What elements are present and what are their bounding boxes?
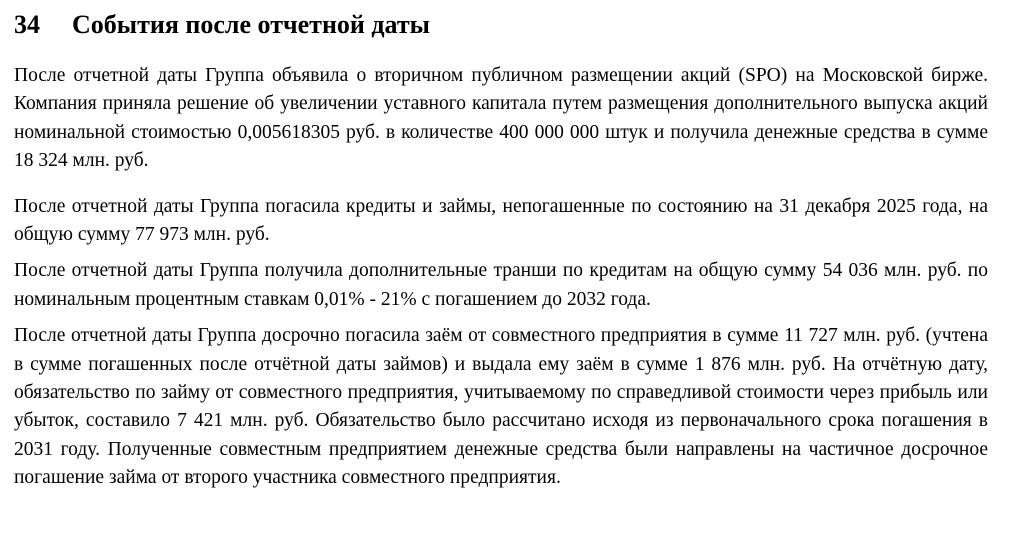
paragraph-loans-repaid: После отчетной даты Группа погасила кредиты и займы, непогашенные по состоянию на 31 декабря 2025 года, на общую сумму 77 973 млн. руб. xyxy=(14,195,988,246)
section-number: 34 xyxy=(14,10,40,39)
paragraph-new-tranches: После отчетной даты Группа получила дополнительные транши по кредитам на общую сумму 54 036 млн. руб. по номинальным процентным ставкам 0,01% - 21% с погашением до 2032 года. xyxy=(14,260,988,310)
section-title: События после отчетной даты xyxy=(72,10,430,39)
paragraph-joint-venture-loan: После отчетной даты Группа досрочно погасила заём от совместного предприятия в сумме 11 727 млн. руб. (учтена в сумме погашенных после отчётной даты займов) и выдала ему заём в сумме 1 876 млн. руб. На отчётную дату, обязательство по займу от совместного предприятия, учитываемому по справедливой стоимости через прибыль или убыток, составило 7 421 млн. руб. Обязательство было рассчитано исходя из первоначального срока погашения в 2031 году. Полученные совместным предприятием денежные средства были направлены на частичное досрочное погашение займа от второго участника совместного предприятия. xyxy=(14,325,988,489)
section-heading xyxy=(14,8,988,42)
paragraph-spo: После отчетной даты Группа объявила о вторичном публичном размещении акций (SPO) на Московской бирже. Компания приняла решение об увеличении уставного капитала путем размещения дополнительного выпуска акций номинальной стоимостью 0,005618305 руб. в количестве 400 000 000 штук и получила денежные средства в сумме 18 324 млн. руб. xyxy=(14,65,988,172)
document-page xyxy=(14,0,988,493)
